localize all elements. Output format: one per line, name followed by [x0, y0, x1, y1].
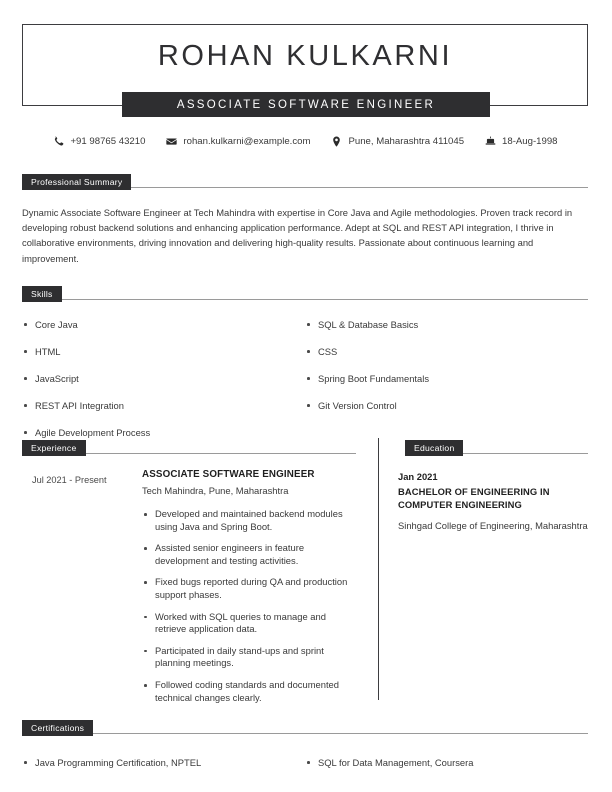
- contact-birthdate[interactable]: [484, 135, 557, 147]
- certifications-list-left: [22, 756, 305, 769]
- education-degree: BACHELOR OF ENGINEERING IN COMPUTER ENGINEERING: [398, 485, 550, 510]
- list-item: JavaScript: [22, 372, 305, 385]
- contact-birthdate-text: 18-Aug-1998: [502, 135, 558, 147]
- certifications-column-left: [22, 756, 305, 781]
- section-rule-certifications: [22, 733, 588, 734]
- list-item: HTML: [22, 345, 305, 358]
- list-item: REST API Integration: [22, 399, 305, 412]
- list-item: SQL & Database Basics: [305, 318, 588, 331]
- list-item: Developed and maintained backend modules using Java and Spring Boot.: [142, 508, 356, 533]
- list-item: Fixed bugs reported during QA and production support phases.: [142, 576, 356, 601]
- section-title-certifications: Certifications: [22, 720, 93, 736]
- list-item: Git Version Control: [305, 399, 588, 412]
- column-divider: [378, 438, 379, 700]
- birthday-cake-icon: [484, 135, 496, 147]
- section-header-experience: [22, 438, 356, 454]
- certifications-column-right: [305, 756, 588, 781]
- candidate-name: ROHAN KULKARNI: [157, 40, 453, 72]
- list-item: Followed coding standards and documented technical changes clearly.: [142, 679, 356, 704]
- certifications-list-right: [305, 756, 588, 769]
- contact-phone-text: +91 98765 43210: [70, 135, 146, 147]
- phone-icon: [52, 135, 64, 147]
- education-date: Jan 2021: [398, 471, 438, 482]
- list-item: SQL for Data Management, Coursera: [305, 756, 588, 769]
- contact-email[interactable]: [165, 135, 310, 147]
- skills-list-left: [22, 318, 305, 439]
- skills-list-right: [305, 318, 588, 412]
- list-item: Agile Development Process: [22, 426, 305, 439]
- list-item: Core Java: [22, 318, 305, 331]
- section-header-education: [405, 438, 588, 454]
- skills-columns: [22, 318, 588, 453]
- list-item: Java Programming Certification, NPTEL: [22, 756, 305, 769]
- education-school: Sinhgad College of Engineering, Maharashtra: [398, 519, 588, 531]
- envelope-icon: [165, 135, 177, 147]
- section-professional-summary: [22, 172, 588, 188]
- section-education: [405, 438, 588, 454]
- skills-column-right: [305, 318, 588, 453]
- section-experience: [22, 438, 356, 454]
- section-header-certifications: [22, 718, 588, 734]
- list-item: Worked with SQL queries to manage and retrieve application data.: [142, 611, 356, 636]
- contact-location[interactable]: [330, 135, 464, 147]
- section-header-skills: [22, 284, 588, 300]
- section-title-summary: Professional Summary: [22, 174, 131, 190]
- experience-entry: [22, 468, 356, 713]
- education-entry: [398, 470, 588, 535]
- map-pin-icon: [330, 135, 342, 147]
- certifications-columns: [22, 756, 588, 781]
- contact-phone[interactable]: [52, 135, 145, 147]
- section-title-skills: Skills: [22, 286, 62, 302]
- list-item: Assisted senior engineers in feature development and testing activities.: [142, 542, 356, 567]
- section-title-experience: Experience: [22, 440, 86, 456]
- list-item: CSS: [305, 345, 588, 358]
- contact-row: [22, 135, 588, 147]
- section-certifications: [22, 718, 588, 734]
- list-item: Participated in daily stand-ups and sprint planning meetings.: [142, 645, 356, 670]
- skills-column-left: [22, 318, 305, 453]
- experience-bullets: [142, 508, 356, 704]
- contact-location-text: Pune, Maharashtra 411045: [348, 135, 465, 147]
- section-title-education: Education: [405, 440, 463, 456]
- summary-text: Dynamic Associate Software Engineer at Tech Mahindra with expertise in Core Java and Agile methodologies. Proven track record in developing robust backend solutions and enhancing application performance. Adept at SQL and REST API integration, I thrive in collaborative environments, driving innovation and delivering high-quality results. Passionate about continuous learning and improvement.: [22, 207, 573, 264]
- contact-email-text: rohan.kulkarni@example.com: [183, 135, 311, 147]
- experience-details: [142, 468, 356, 713]
- section-rule-skills: [22, 299, 588, 300]
- section-skills: [22, 284, 588, 300]
- list-item: Spring Boot Fundamentals: [305, 372, 588, 385]
- experience-company: Tech Mahindra, Pune, Maharashtra: [142, 485, 289, 496]
- experience-date: Jul 2021 - Present: [32, 475, 107, 485]
- experience-role: ASSOCIATE SOFTWARE ENGINEER: [142, 469, 315, 480]
- job-title-bar: ASSOCIATE SOFTWARE ENGINEER: [122, 92, 490, 117]
- section-header-summary: [22, 172, 588, 188]
